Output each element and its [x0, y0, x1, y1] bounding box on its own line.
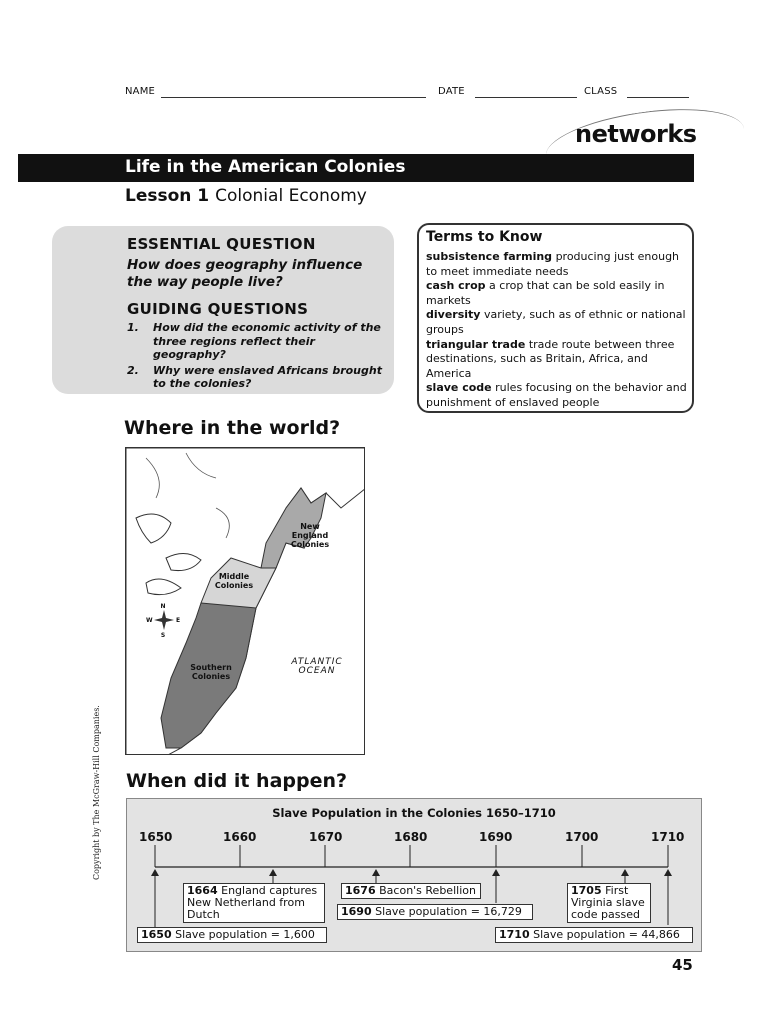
- guiding-question: [127, 364, 387, 391]
- term-entry: [426, 279, 690, 308]
- class-blank[interactable]: [627, 97, 689, 98]
- timeline-title: Slave Population in the Colonies 1650–1710: [272, 806, 556, 820]
- year-label: 1680: [394, 830, 428, 844]
- event-text: Slave population = 16,729: [375, 905, 522, 918]
- compass-e-label: E: [175, 617, 181, 624]
- name-blank[interactable]: [161, 97, 426, 98]
- map-label-new-england: New England Colonies: [290, 522, 330, 549]
- copyright-notice: Copyright by The McGraw-Hill Companies.: [92, 705, 101, 880]
- timeline-event: [567, 883, 651, 923]
- term-word: triangular trade: [426, 337, 526, 351]
- year-label: 1700: [565, 830, 599, 844]
- map-label-middle: Middle Colonies: [214, 572, 254, 590]
- term-word: slave code: [426, 381, 492, 395]
- event-year: 1705: [571, 884, 602, 897]
- year-label: 1710: [651, 830, 685, 844]
- timeline: [126, 798, 702, 952]
- page-number: 45: [672, 956, 693, 974]
- compass-w-label: W: [146, 617, 153, 624]
- timeline-event: [137, 927, 327, 943]
- timeline-event: [495, 927, 693, 943]
- question-text: Why were enslaved Africans brought to the colonies?: [153, 363, 382, 390]
- event-year: 1676: [345, 884, 376, 897]
- event-text: Slave population = 1,600: [175, 928, 315, 941]
- compass-s-label: S: [160, 632, 166, 639]
- networks-logo: networks: [575, 120, 697, 148]
- year-label: 1660: [223, 830, 257, 844]
- event-year: 1710: [499, 928, 530, 941]
- question-number: 2.: [127, 363, 139, 377]
- event-year: 1650: [141, 928, 172, 941]
- year-label: 1650: [139, 830, 173, 844]
- event-text: Bacon's Rebellion: [379, 884, 476, 897]
- term-definition: variety, such as of ethnic or national groups: [426, 308, 686, 336]
- when-heading: When did it happen?: [126, 770, 348, 792]
- year-label: 1690: [479, 830, 513, 844]
- date-blank[interactable]: [475, 97, 577, 98]
- colonies-map: [125, 447, 365, 755]
- term-definition: trade route between three destinations, such as Britain, Africa, and America: [426, 337, 675, 380]
- question-number: 1.: [127, 321, 139, 334]
- where-heading: Where in the world?: [124, 417, 341, 439]
- essential-question-text: How does geography influence the way people live?: [127, 257, 363, 290]
- timeline-event: [341, 883, 481, 899]
- date-label: DATE: [438, 86, 465, 97]
- term-definition: rules focusing on the behavior and punishment of enslaved people: [426, 381, 687, 409]
- guiding-questions-heading: GUIDING QUESTIONS: [127, 300, 309, 318]
- term-entry: [426, 381, 690, 410]
- timeline-event: [337, 904, 533, 920]
- year-label: 1670: [309, 830, 343, 844]
- term-definition: producing just enough to meet immediate needs: [426, 250, 680, 278]
- terms-heading: Terms to Know: [426, 229, 543, 245]
- term-entry: [426, 250, 690, 279]
- compass-n-label: N: [160, 603, 166, 610]
- guiding-questions-list: [127, 321, 387, 393]
- map-label-southern: Southern Colonies: [190, 663, 232, 681]
- name-label: NAME: [125, 86, 156, 97]
- term-entry: [426, 338, 690, 382]
- term-word: cash crop: [426, 279, 486, 293]
- page-title: Life in the American Colonies: [125, 157, 406, 177]
- event-year: 1690: [341, 905, 372, 918]
- event-text: Slave population = 44,866: [533, 928, 680, 941]
- event-text: England captures New Netherland from Dutch: [187, 884, 318, 921]
- term-definition: a crop that can be sold easily in markets: [426, 279, 665, 307]
- map-label-ocean: ATLANTIC OCEAN: [291, 657, 343, 676]
- lesson-number: Lesson 1: [125, 186, 210, 206]
- lesson-title: Colonial Economy: [215, 186, 367, 206]
- title-bar: [18, 154, 694, 182]
- essential-question-heading: ESSENTIAL QUESTION: [127, 235, 316, 253]
- term-entry: [426, 308, 690, 337]
- event-text: First Virginia slave code passed: [571, 884, 645, 921]
- timeline-event: [183, 883, 325, 923]
- student-info-header: [125, 86, 690, 102]
- event-year: 1664: [187, 884, 218, 897]
- guiding-question: [127, 321, 387, 362]
- class-label: CLASS: [584, 86, 618, 97]
- term-word: subsistence farming: [426, 250, 553, 263]
- lesson-heading: [125, 186, 367, 206]
- terms-list: [426, 250, 690, 411]
- term-word: diversity: [426, 308, 481, 322]
- question-text: How did the economic activity of the three regions reflect their geography?: [153, 321, 381, 361]
